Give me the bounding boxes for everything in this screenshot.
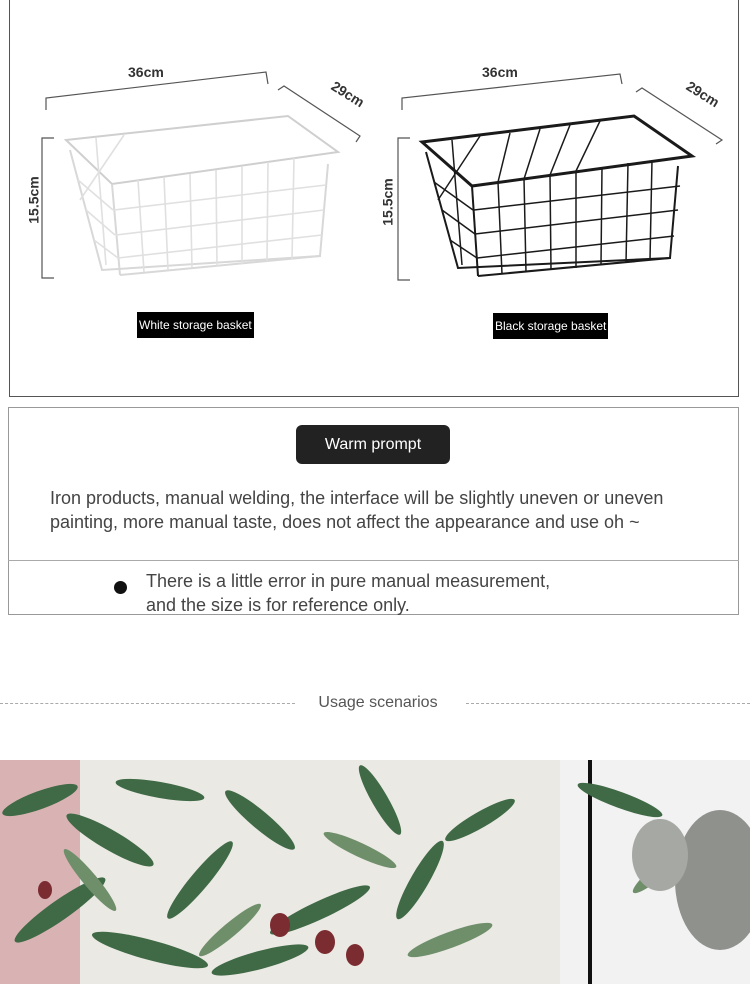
prompt-line-2: painting, more manual taste, does not affect the appearance and use oh ~ <box>50 512 640 532</box>
bullet-icon <box>114 581 127 594</box>
white-height-label: 15.5cm <box>25 176 42 224</box>
usage-divider-right <box>466 703 750 704</box>
usage-scene-photo <box>0 760 750 984</box>
black-height-label: 15.5cm <box>379 178 396 226</box>
prompt-line-1: Iron products, manual welding, the interface will be slightly uneven or uneven <box>50 488 664 508</box>
black-basket-caption: Black storage basket <box>493 313 608 339</box>
usage-scenarios-title: Usage scenarios <box>318 694 438 711</box>
note-line-1: There is a little error in pure manual measurement, <box>146 571 551 591</box>
note-line-2: and the size is for reference only. <box>146 595 410 615</box>
white-depth-label: 29cm <box>328 77 368 111</box>
prompt-divider <box>8 560 739 561</box>
black-width-label: 36cm <box>482 64 518 80</box>
white-basket-illustration <box>20 60 370 290</box>
warm-prompt-badge: Warm prompt <box>296 425 450 464</box>
black-depth-label: 29cm <box>683 77 723 111</box>
black-basket-illustration <box>380 60 730 290</box>
usage-divider-left <box>0 703 295 704</box>
white-width-label: 36cm <box>128 64 164 80</box>
white-basket-caption: White storage basket <box>137 312 254 338</box>
